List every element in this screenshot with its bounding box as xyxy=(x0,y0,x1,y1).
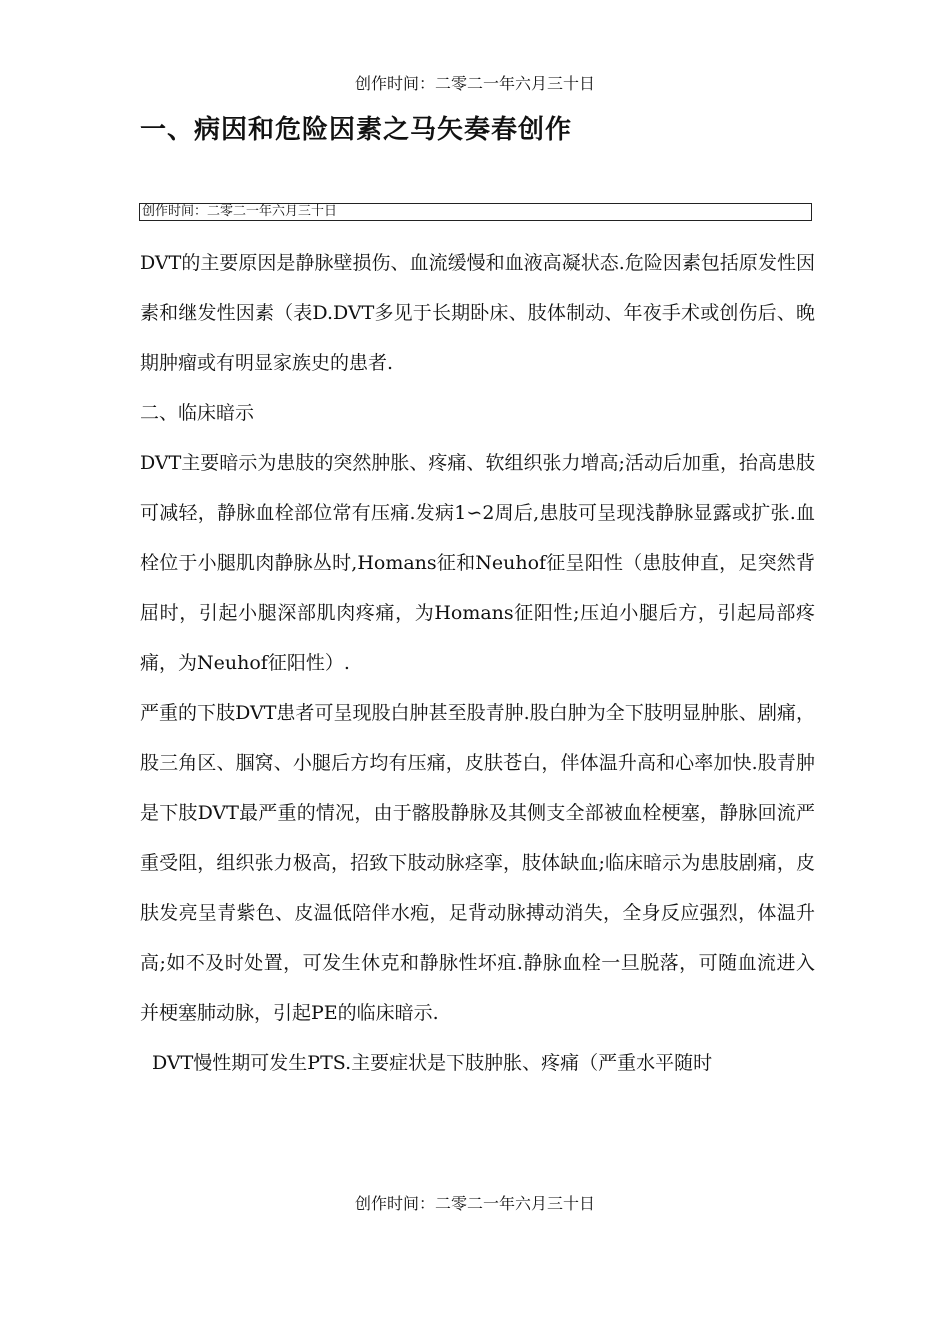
page-header-note: 创作时间：二零二一年六月三十日 xyxy=(354,74,595,93)
document-title: 一、病因和危险因素之马矢奏春创作 xyxy=(140,115,573,145)
section-heading-clinical: 二、临床暗示 xyxy=(140,402,255,424)
paragraph-symptoms: DVT主要暗示为患肢的突然肿胀、疼痛、软组织张力增高;活动后加重，抬高患肢可减轻，静脉血栓部位常有压痛.发病1∽2周后,患肢可呈现浅静脉显露或扩张.血栓位于小腿肌肉静脉丛时,Homans征和Neuhof征呈阳性（患肢伸直，足突然背屈时，引起小腿深部肌肉疼痛，为Homans征阳性;压迫小腿后方，引起局部疼痛，为Neuhof征阳性）. xyxy=(140,452,815,674)
paragraph-causes: DVT的主要原因是静脉壁损伤、血流缓慢和血液高凝状态.危险因素包括原发性因素和继发性因素（表D.DVT多见于长期卧床、肢体制动、年夜手术或创伤后、晚期肿瘤或有明显家族史的患者. xyxy=(140,252,815,374)
paragraph-severe-dvt: 严重的下肢DVT患者可呈现股白肿甚至股青肿.股白肿为全下肢明显肿胀、剧痛，股三角区、腘窝、小腿后方均有压痛，皮肤苍白，伴体温升高和心率加快.股青肿是下肢DVT最严重的情况，由于髂股静脉及其侧支全部被血栓梗塞，静脉回流严重受阻，组织张力极高，招致下肢动脉痉挛，肢体缺血;临床暗示为患肢剧痛，皮肤发亮呈青紫色、皮温低陪伴水疱，足背动脉搏动消失，全身反应强烈，体温升高;如不及时处置，可发生休克和静脉性坏疽.静脉血栓一旦脱落，可随血流进入并梗塞肺动脉，引起PE的临床暗示. xyxy=(140,702,815,1024)
paragraph-chronic-pts: DVT慢性期可发生PTS.主要症状是下肢肿胀、疼痛（严重水平随时 xyxy=(152,1052,713,1074)
boxed-timestamp-note: 创作时间：二零二一年六月三十日 xyxy=(139,203,812,221)
page-footer-note: 创作时间：二零二一年六月三十日 xyxy=(354,1194,595,1213)
document-body xyxy=(140,238,815,1088)
